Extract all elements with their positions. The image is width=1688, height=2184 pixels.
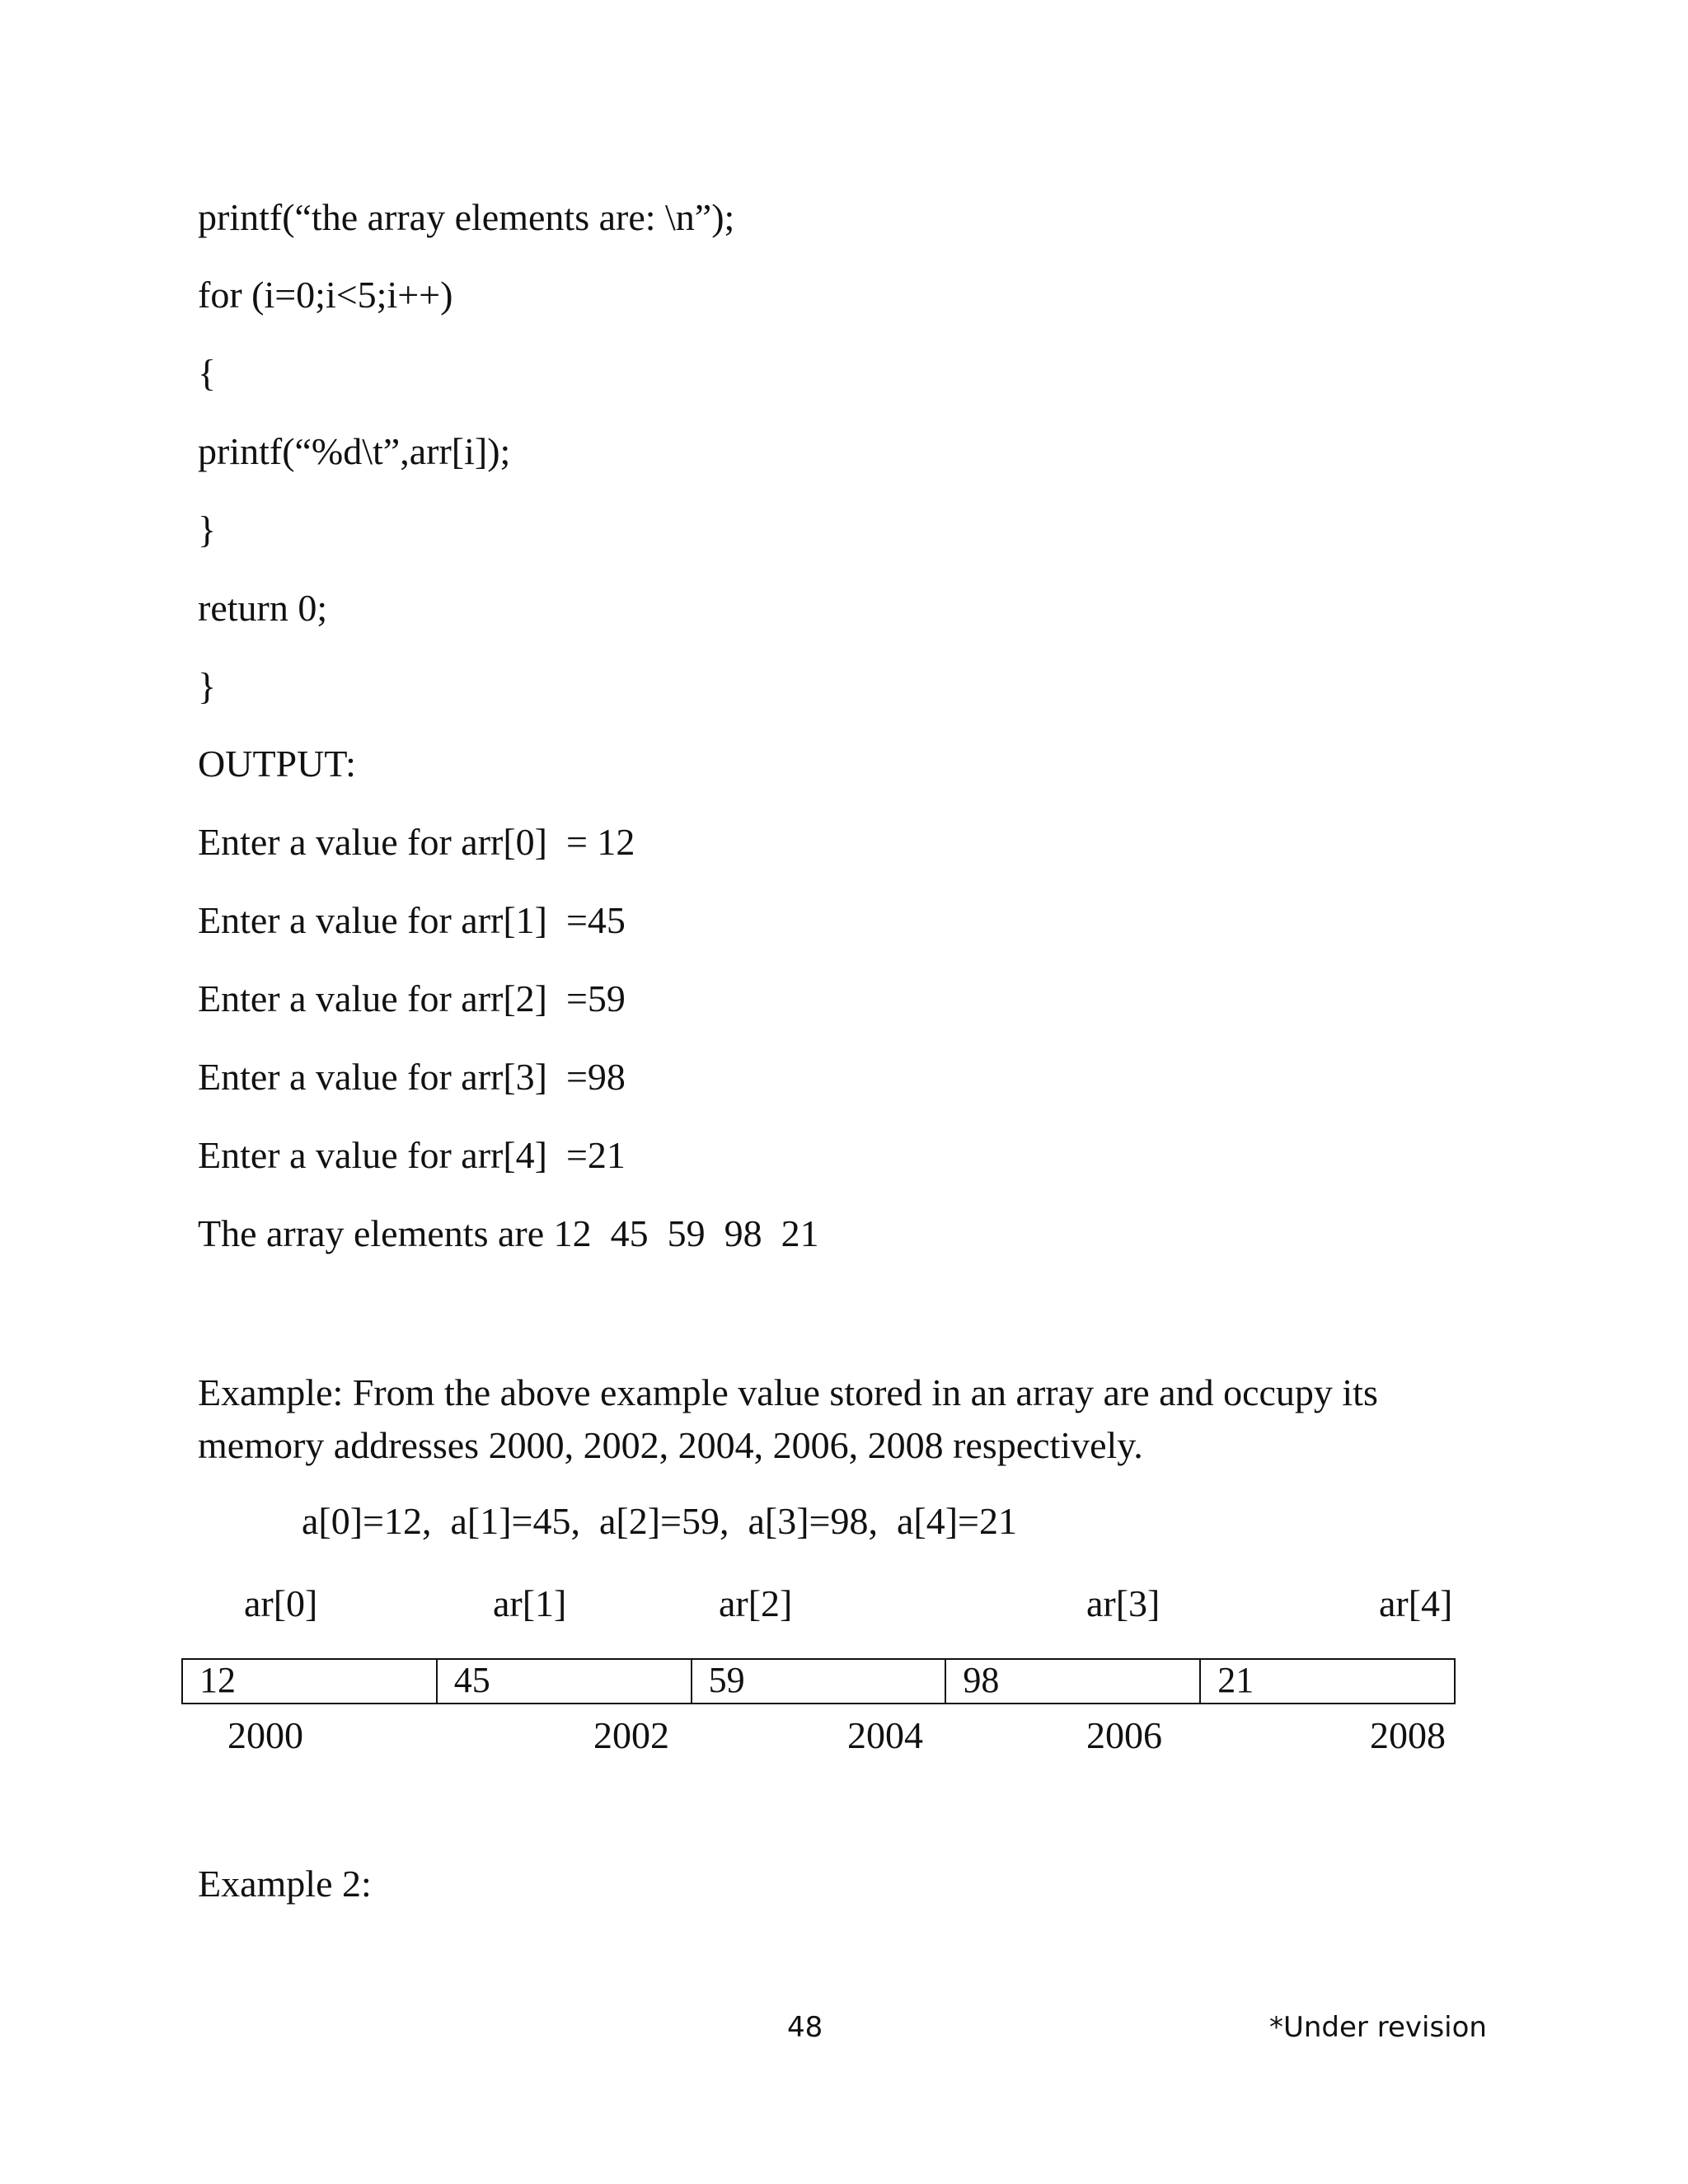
memory-cell: 98 [946, 1660, 1201, 1703]
memory-address: 2008 [1370, 1714, 1446, 1756]
memory-cell: 21 [1217, 1660, 1254, 1700]
example-paragraph: Example: From the above example value stored in an array are and occupy its memory addresses 2000, 2002, 2004, 2006, 2008 respectively. [198, 1371, 1378, 1466]
memory-cell: 59 [692, 1660, 947, 1703]
array-assignments: a[0]=12, a[1]=45, a[2]=59, a[3]=98, a[4]=21 [302, 1500, 1017, 1542]
memory-address: 2002 [593, 1714, 669, 1756]
memory-label: ar[1] [493, 1582, 567, 1624]
memory-cell: 12 [183, 1660, 438, 1703]
memory-label: ar[3] [1086, 1582, 1160, 1624]
code-line: printf(“%d\t”,arr[i]); [198, 430, 511, 472]
code-line: printf(“the array elements are: \n”); [198, 196, 735, 238]
output-line: Enter a value for arr[3] =98 [198, 1056, 626, 1098]
memory-label: ar[4] [1379, 1582, 1453, 1624]
memory-label: ar[0] [244, 1582, 318, 1624]
output-heading: OUTPUT: [198, 743, 356, 785]
output-line: Enter a value for arr[4] =21 [198, 1134, 626, 1176]
example2-heading: Example 2: [198, 1863, 372, 1905]
memory-address: 2006 [1086, 1714, 1162, 1756]
code-line: for (i=0;i<5;i++) [198, 274, 453, 316]
memory-label: ar[2] [719, 1582, 793, 1624]
output-line: Enter a value for arr[2] =59 [198, 977, 626, 1019]
code-line: { [198, 352, 217, 394]
revision-note: *Under revision [1269, 2011, 1487, 2044]
memory-table [181, 1658, 1456, 1704]
page-number: 48 [787, 2011, 823, 2044]
code-line: } [198, 509, 217, 551]
memory-address: 2000 [227, 1714, 303, 1756]
memory-cell: 45 [438, 1660, 692, 1703]
output-line: Enter a value for arr[0] = 12 [198, 821, 635, 863]
output-line: The array elements are 12 45 59 98 21 [198, 1212, 819, 1254]
code-line: return 0; [198, 587, 328, 629]
output-line: Enter a value for arr[1] =45 [198, 899, 626, 941]
code-line: } [198, 665, 217, 707]
memory-address: 2004 [847, 1714, 923, 1756]
